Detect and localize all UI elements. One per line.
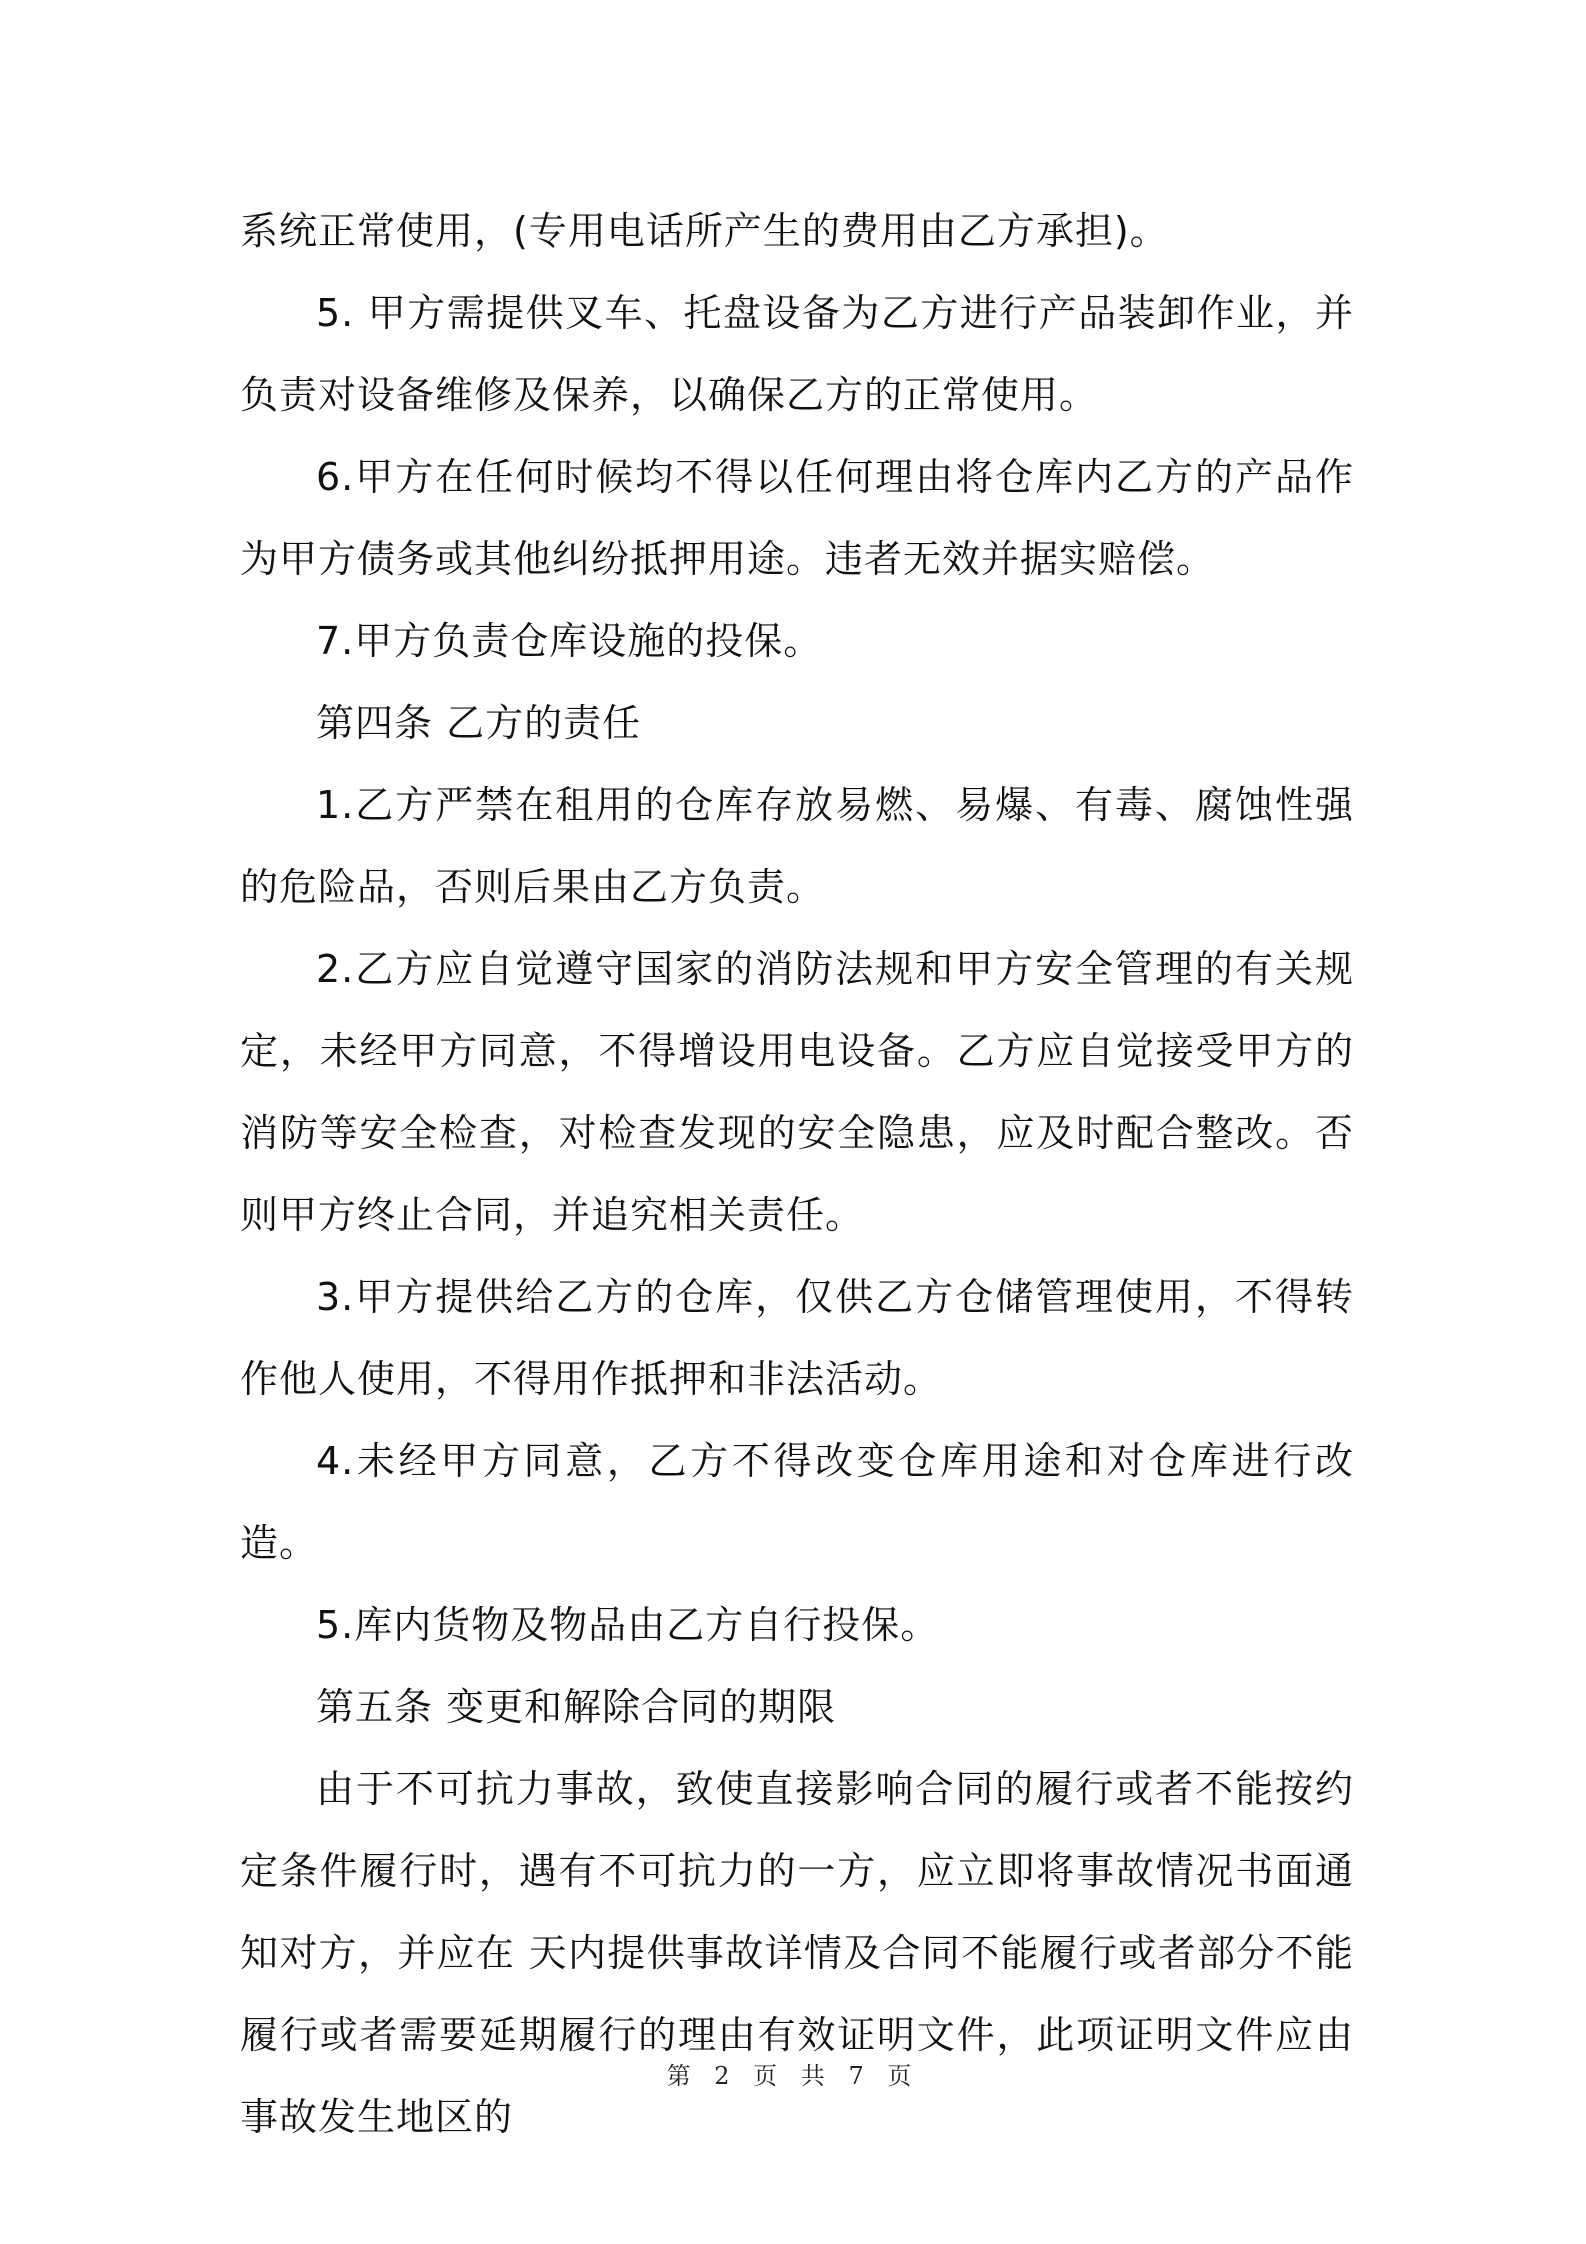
page-footer: 第 2 页 共 7 页	[666, 2062, 920, 2090]
section-heading-article-4: 第四条 乙方的责任	[316, 701, 642, 745]
paragraph-clause-4-1: 1.乙方严禁在租用的仓库存放易燃、易爆、有毒、腐蚀性强的危险品，否则后果由乙方负责。	[240, 783, 1354, 909]
paragraph-clause-4-3: 3.甲方提供给乙方的仓库，仅供乙方仓储管理使用，不得转作他人使用，不得用作抵押和非法活动。	[240, 1275, 1354, 1401]
paragraph-clause-4-2: 2.乙方应自觉遵守国家的消防法规和甲方安全管理的有关规定，未经甲方同意，不得增设用电设备。乙方应自觉接受甲方的消防等安全检查，对检查发现的安全隐患，应及时配合整改。否则甲方终止合同，并追究相关责任。	[240, 947, 1354, 1237]
paragraph-clause-3-5: 5. 甲方需提供叉车、托盘设备为乙方进行产品装卸作业，并负责对设备维修及保养，以确保乙方的正常使用。	[240, 291, 1354, 417]
paragraph-clause-4-4: 4.未经甲方同意，乙方不得改变仓库用途和对仓库进行改造。	[240, 1439, 1354, 1565]
paragraph-article-5-body: 由于不可抗力事故，致使直接影响合同的履行或者不能按约定条件履行时，遇有不可抗力的一方，应立即将事故情况书面通知对方，并应在 天内提供事故详情及合同不能履行或者部分不能履行或者需要延期履行的理由有效证明文件，此项证明文件应由事故发生地区的	[240, 1767, 1354, 2139]
paragraph-clause-3-6: 6.甲方在任何时候均不得以任何理由将仓库内乙方的产品作为甲方债务或其他纠纷抵押用途。违者无效并据实赔偿。	[240, 455, 1354, 581]
paragraph-clause-4-5: 5.库内货物及物品由乙方自行投保。	[316, 1603, 940, 1647]
document-body	[240, 190, 1354, 2158]
section-heading-article-5: 第五条 变更和解除合同的期限	[316, 1685, 837, 1729]
paragraph-continuation: 系统正常使用，(专用电话所产生的费用由乙方承担)。	[240, 209, 1169, 253]
paragraph-clause-3-7: 7.甲方负责仓库设施的投保。	[316, 619, 823, 663]
